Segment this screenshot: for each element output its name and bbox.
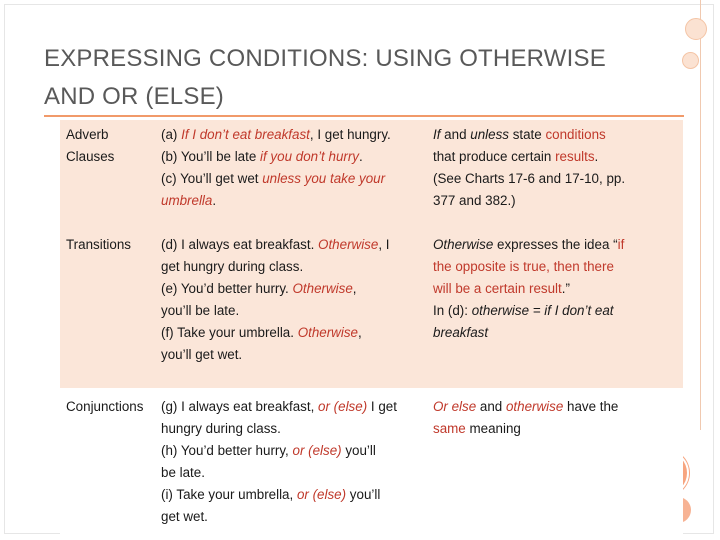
table-row [60,221,683,388]
example-line: get hungry during class. [161,259,304,274]
examples-cell [158,124,433,212]
grammar-chart [60,120,683,536]
example-line: you’ll get wet. [161,347,243,362]
example-line: (b) You’ll be late if you don’t hurry. [161,149,363,164]
explanation-line: If and unless state conditions [433,127,606,142]
title-line: AND OR (ELSE) [44,83,224,110]
example-line: (h) You’d better hurry, or (else) you’ll [161,443,376,458]
table-row [60,388,683,536]
row-label: Transitions [66,237,131,252]
example-line: be late. [161,465,205,480]
explanation-line: 377 and 382.) [433,193,516,208]
explanation-line: Otherwise expresses the idea “if [433,237,625,252]
table-row [60,120,683,221]
explanation-line: will be a certain result.” [433,281,570,296]
explanation-line: same meaning [433,421,521,436]
example-line: (i) Take your umbrella, or (else) you’ll [161,487,381,502]
explanation-line: (See Charts 17-6 and 17-10, pp. [433,171,626,186]
example-line: (c) You’ll get wet unless you take your [161,171,386,186]
example-line: (a) If I don’t eat breakfast, I get hungry. [161,127,391,142]
example-line: (e) You’d better hurry. Otherwise, [161,281,357,296]
explanation-line: breakfast [433,325,489,340]
decorative-circle [682,52,699,69]
example-line: umbrella. [161,193,217,208]
explanation-line: In (d): otherwise = if I don’t eat [433,303,614,318]
examples-cell [158,396,433,528]
explanation-cell [433,124,683,212]
explanation-line: the opposite is true, then there [433,259,614,274]
example-line: (g) I always eat breakfast, or (else) I get [161,399,397,414]
example-line: (d) I always eat breakfast. Otherwise, I [161,237,390,252]
example-line: you’ll be late. [161,303,240,318]
row-label: Conjunctions [66,399,144,414]
example-line: hungry during class. [161,421,281,436]
explanation-cell [433,396,683,528]
title-line: EXPRESSING CONDITIONS: USING OTHERWISE [44,45,606,72]
examples-cell [158,234,433,366]
row-label: Adverb Clauses [66,127,115,164]
explanation-line: Or else and otherwise have the [433,399,619,414]
decorative-circle [685,18,707,40]
example-line: (f) Take your umbrella. Otherwise, [161,325,362,340]
title-underline [44,115,684,117]
slide-title [44,40,664,116]
explanation-cell [433,234,683,366]
decorative-rail [700,0,701,430]
explanation-line: that produce certain results. [433,149,599,164]
example-line: get wet. [161,509,208,524]
